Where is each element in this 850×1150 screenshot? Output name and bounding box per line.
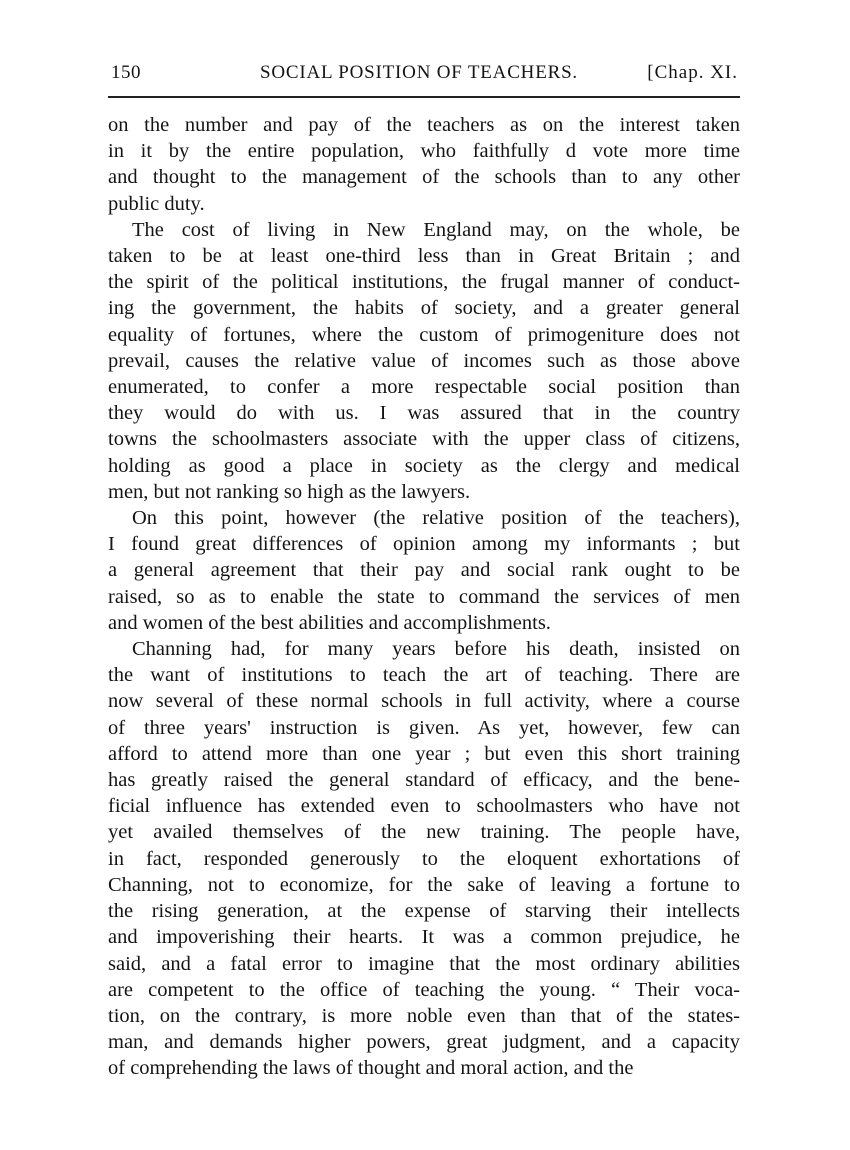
text-line: in it by the entire population, who faithfully d vote more time [108, 140, 740, 163]
text-line: the spirit of the political institutions, the frugal manner of conduct- [108, 271, 740, 294]
text-line: the want of institutions to teach the art of teaching. There are [108, 664, 740, 687]
running-title: SOCIAL POSITION OF TEACHERS. [260, 62, 578, 83]
text-line: said, and a fatal error to imagine that the most ordinary abilities [108, 952, 740, 975]
text-line: are competent to the office of teaching the young. “ Their voca- [108, 978, 740, 1001]
header-rule [108, 96, 740, 98]
text-line: public duty. [108, 192, 205, 215]
text-line: taken to be at least one-third less than in Great Britain ; and [108, 245, 740, 268]
page-number: 150 [111, 62, 141, 83]
chapter-label: [Chap. XI. [647, 62, 738, 83]
text-line: men, but not ranking so high as the lawyers. [108, 480, 471, 503]
paragraph [108, 636, 740, 1081]
text-line: enumerated, to confer a more respectable social position than [108, 376, 740, 399]
text-line: now several of these normal schools in full activity, where a course [108, 690, 740, 713]
text-line: in fact, responded generously to the eloquent exhortations of [108, 847, 740, 870]
text-line: and women of the best abilities and accomplishments. [108, 611, 551, 634]
paragraph [108, 112, 740, 217]
text-line: has greatly raised the general standard of efficacy, and the bene- [108, 769, 740, 792]
text-line: towns the schoolmasters associate with the upper class of citizens, [108, 428, 740, 451]
text-line: holding as good a place in society as the clergy and medical [108, 454, 740, 477]
text-line: equality of fortunes, where the custom of primogeniture does not [108, 323, 740, 346]
text-line: I found great differences of opinion among my informants ; but [108, 533, 740, 556]
text-line: The cost of living in New England may, on the whole, be [132, 218, 740, 241]
text-line: tion, on the contrary, is more noble even than that of the states- [108, 1004, 740, 1027]
body-text [108, 112, 740, 1082]
text-line: of three years' instruction is given. As yet, however, few can [108, 716, 740, 739]
text-line: the rising generation, at the expense of starving their intellects [108, 900, 740, 923]
text-line: prevail, causes the relative value of incomes such as those above [108, 349, 740, 372]
text-line: a general agreement that their pay and social rank ought to be [108, 559, 740, 582]
text-line: ficial influence has extended even to schoolmasters who have not [108, 795, 740, 818]
text-line: and thought to the management of the schools than to any other [108, 166, 740, 189]
text-line: Channing, not to economize, for the sake of leaving a fortune to [108, 873, 740, 896]
text-line: On this point, however (the relative position of the teachers), [132, 507, 740, 530]
text-line: Channing had, for many years before his death, insisted on [132, 638, 740, 661]
text-line: ing the government, the habits of society, and a greater general [108, 297, 740, 320]
text-line: they would do with us. I was assured that in the country [108, 402, 740, 425]
text-line: yet availed themselves of the new training. The people have, [108, 821, 740, 844]
book-page [108, 62, 740, 1082]
paragraph [108, 217, 740, 505]
text-line: and impoverishing their hearts. It was a common prejudice, he [108, 926, 740, 949]
paragraph [108, 505, 740, 636]
text-line: man, and demands higher powers, great judgment, and a capacity [108, 1031, 740, 1054]
text-line: afford to attend more than one year ; but even this short training [108, 742, 740, 765]
text-line: on the number and pay of the teachers as on the interest taken [108, 114, 740, 136]
running-header [108, 62, 740, 92]
text-line: of comprehending the laws of thought and moral action, and the [108, 1057, 634, 1080]
text-line: raised, so as to enable the state to command the services of men [108, 585, 740, 608]
